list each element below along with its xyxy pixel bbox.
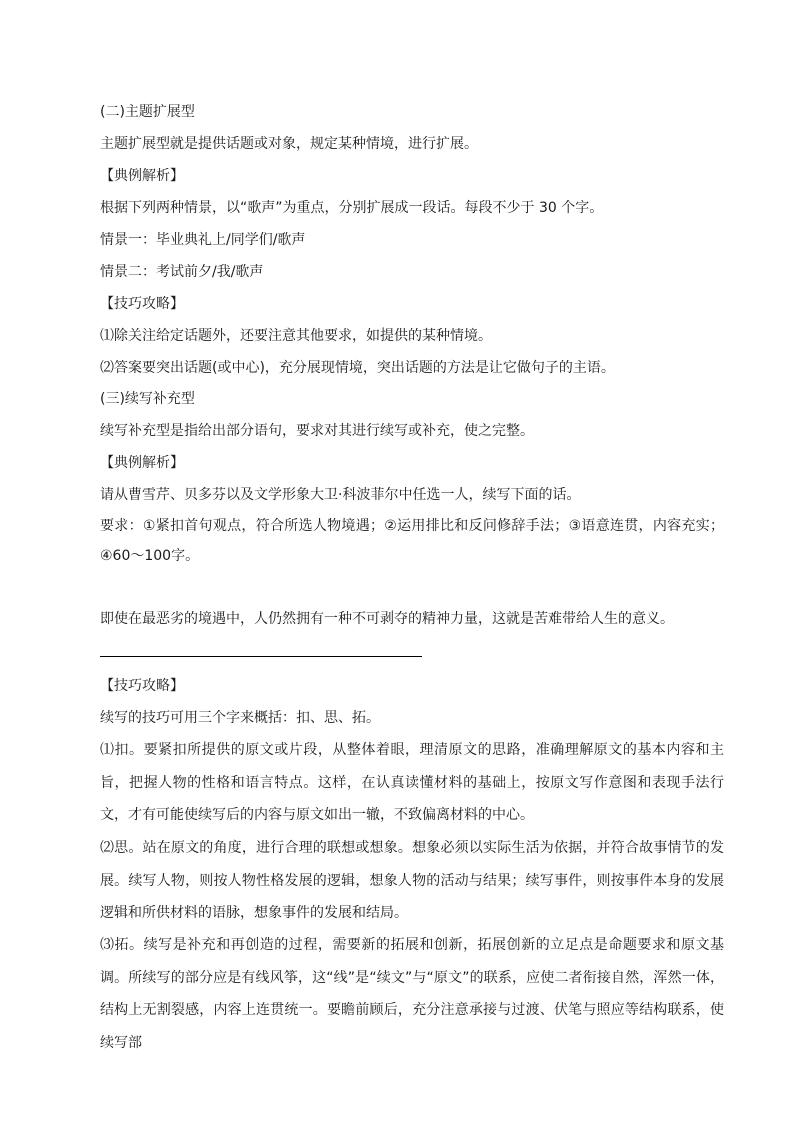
tip-item: ⑴除关注给定话题外，还要注意其他要求，如提供的某种情境。 <box>100 328 492 344</box>
example-analysis-label: 【典例解析】 <box>100 455 184 471</box>
quoted-sentence: 即使在最恶劣的境遇中，人仍然拥有一种不可剥夺的精神力量，这就是苦难带给人生的意义。 <box>100 611 674 627</box>
tips-label: 【技巧攻略】 <box>100 296 184 312</box>
example-analysis-label: 【典例解析】 <box>100 168 184 184</box>
scene-two: 情景二：考试前夕/我/歌声 <box>100 264 264 280</box>
section-heading-theme-expansion: (二)主题扩展型 <box>100 104 195 120</box>
tip-item: ⑵答案要突出话题(或中心)，充分展现情境，突出话题的方法是让它做句子的主语。 <box>100 360 615 376</box>
technique-paragraph: ⑵思。站在原文的角度，进行合理的联想或想象。想象必须以实际生活为依据，并符合故事情节的发展。续写人物，则按人物性格发展的逻辑，想象人物的活动与结果；续写事件，则按事件本身的发展逻辑和所供材料的语脉，想象事件的发展和结局。 <box>100 840 724 921</box>
section-description: 主题扩展型就是提供话题或对象，规定某种情境，进行扩展。 <box>100 136 478 152</box>
tips-label: 【技巧攻略】 <box>100 678 184 694</box>
task-instruction: 请从曹雪芹、贝多芬以及文学形象大卫·科波菲尔中任选一人，续写下面的话。 <box>100 487 581 503</box>
section-heading-continuation: (三)续写补充型 <box>100 391 195 407</box>
answer-blank-line <box>100 656 422 657</box>
requirement-paragraph: 要求：①紧扣首句观点，符合所选人物境遇；②运用排比和反问修辞手法；③语意连贯，内容充实；④60～100字。 <box>100 518 724 564</box>
scene-one: 情景一：毕业典礼上/同学们/歌声 <box>100 232 306 248</box>
tips-summary: 续写的技巧可用三个字来概括：扣、思、拓。 <box>100 710 380 726</box>
technique-paragraph: ⑴扣。要紧扣所提供的原文或片段，从整体着眼，理清原文的思路，准确理解原文的基本内容和主旨，把握人物的性格和语言特点。这样，在认真读懂材料的基础上，按原文写作意图和表现手法行文，才有可能使续写后的内容与原文如出一辙，不致偏离材料的中心。 <box>100 742 724 823</box>
task-instruction: 根据下列两种情景，以“歌声”为重点，分别扩展成一段话。每段不少于 30 个字。 <box>100 200 604 216</box>
section-description: 续写补充型是指给出部分语句，要求对其进行续写或补充，使之完整。 <box>100 423 534 439</box>
technique-paragraph: ⑶拓。续写是补充和再创造的过程，需要新的拓展和创新，拓展创新的立足点是命题要求和原文基调。所续写的部分应是有线风筝，这“线”是“续文”与“原文”的联系，应使二者衔接自然，浑然一体，结构上无割裂感，内容上连贯统一。要瞻前顾后，充分注意承接与过渡、伏笔与照应等结构联系，使续写部 <box>100 937 724 1051</box>
